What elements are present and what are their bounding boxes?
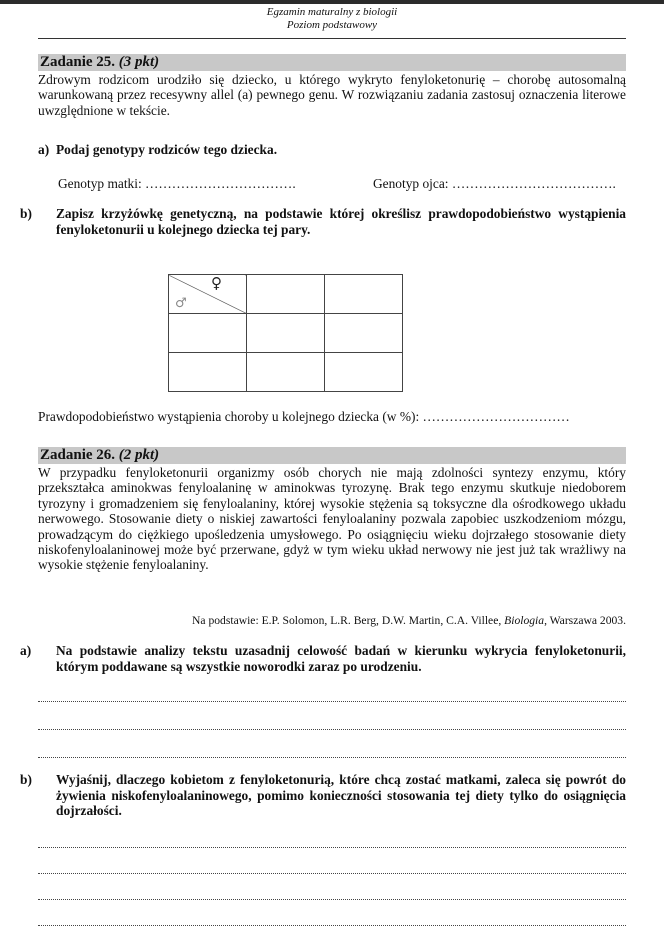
task-26-a-label: a) (20, 643, 32, 658)
task-25-title-bar (38, 54, 626, 71)
male-symbol-icon: ♂ (175, 296, 187, 311)
task-26-a-text: Na podstawie analizy tekstu uzasadnij celowość badań w kierunku wykrycia fenyloketonurii, którym poddawane są wszystkie noworodki zaraz po urodzeniu. (56, 643, 626, 674)
task-25-title: Zadanie 25. (40, 54, 116, 70)
punnett-cell[interactable] (325, 353, 403, 392)
task-25-b-label: b) (20, 206, 32, 221)
punnett-cell[interactable] (247, 353, 325, 392)
task-25-a-label: a) (38, 142, 50, 157)
punnett-corner-cell (169, 275, 247, 314)
punnett-cell[interactable] (247, 314, 325, 353)
task-25-points: (3 pkt) (118, 54, 160, 70)
task-25-question-a (38, 142, 626, 158)
header-exam-name: Egzamin maturalny z biologii (266, 6, 398, 18)
task-26-source (192, 614, 626, 628)
father-genotype-field[interactable]: Genotyp ojca: ………………………………. (373, 176, 616, 191)
page-header (0, 6, 664, 32)
source-title: Biologia (504, 614, 545, 627)
task-25-intro: Zdrowym rodzicom urodziło się dziecko, u którego wykryto fenyloketonurię – chorobę autosomalną warunkowaną przez recesywny allel (a) pewnego genu. W rozwiązaniu zadania zastosuj oznaczenia literowe uwzględnione w tekście. (38, 72, 626, 118)
task-25-question-b (20, 206, 626, 237)
header-level: Poziom podstawowy (286, 19, 378, 31)
answer-line[interactable] (38, 898, 626, 900)
punnett-header-cell[interactable] (325, 275, 403, 314)
task-26-points: (2 pkt) (118, 447, 160, 463)
task-26-b-text: Wyjaśnij, dlaczego kobietom z fenyloketonurią, które chcą zostać matkami, zaleca się powrót do żywienia niskofenyloalaninowego, pomimo konieczności stosowania tej diety tylko do osiągnięcia dojrzałości. (56, 772, 626, 819)
punnett-header-cell[interactable] (247, 275, 325, 314)
punnett-header-cell[interactable] (169, 353, 247, 392)
answer-line[interactable] (38, 700, 626, 702)
answer-line[interactable] (38, 872, 626, 874)
mother-genotype-field[interactable]: Genotyp matki: ……………………………. (58, 176, 296, 191)
answer-line[interactable] (38, 728, 626, 730)
task-26-intro: W przypadku fenyloketonurii organizmy osób chorych nie mają zdolności syntezy enzymu, który przekształca aminokwas fenyloalaninę w aminokwas tyrozynę. Brak tego enzymu skutkuje niedoborem tyrozyny i gromadzeniem się fenyloalaniny, której wysokie stężenia są toksyczne dla ośrodkowego układu nerwowego. Stosowanie diety o niskiej zawartości fenyloalaniny pozwala zapobiec uszkodzeniom mózgu, prowadzącym do ciężkiego upośledzenia umysłowego. Po osiągnięciu wieku dojrzałego stosowanie diety niskofenyloalaninowej może być przerwane, gdyż w tym wieku układ nerwowy nie jest już tak wrażliwy na wysokie stężenie fenyloalaniny. (38, 465, 626, 573)
task-26-question-b (20, 772, 626, 819)
source-suffix: , Warszawa 2003. (544, 614, 626, 627)
task-26-question-a (20, 643, 626, 674)
female-symbol-icon: ♀ (211, 274, 222, 292)
punnett-cell[interactable] (325, 314, 403, 353)
source-prefix: Na podstawie: E.P. Solomon, L.R. Berg, D.W. Martin, C.A. Villee, (192, 614, 505, 627)
probability-field[interactable]: Prawdopodobieństwo wystąpienia choroby u kolejnego dziecka (w %): …………………………… (38, 409, 570, 424)
answer-line[interactable] (38, 924, 626, 926)
answer-line[interactable] (38, 756, 626, 758)
header-divider (38, 38, 626, 39)
task-25-b-text: Zapisz krzyżówkę genetyczną, na podstawie której określisz prawdopodobieństwo wystąpienia fenyloketonurii u kolejnego dziecka tej pary. (56, 206, 626, 237)
answer-line[interactable] (38, 846, 626, 848)
task-26-b-label: b) (20, 772, 32, 787)
task-25-a-text: Podaj genotypy rodziców tego dziecka. (56, 142, 278, 157)
punnett-header-cell[interactable] (169, 314, 247, 353)
task-26-title-bar (38, 447, 626, 464)
punnett-square (168, 274, 403, 392)
top-edge-bar (0, 0, 664, 4)
task-26-title: Zadanie 26. (40, 447, 116, 463)
